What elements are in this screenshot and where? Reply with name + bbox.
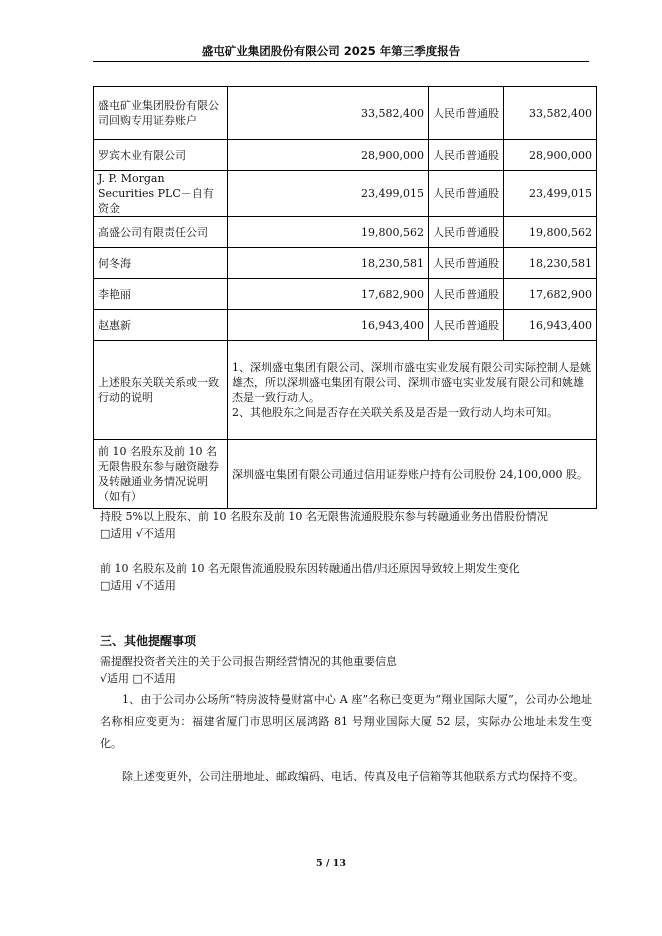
- table-row: [94, 341, 597, 440]
- relation-line-2: 2、其他股东之间是否存在关联关系及是否是一致行动人均未可知。: [232, 406, 558, 419]
- lending-options: □适用 √不适用: [100, 527, 176, 540]
- class-shares: 28,900,000: [504, 140, 597, 171]
- table-row: [94, 140, 597, 171]
- class-shares: 16,943,400: [504, 310, 597, 341]
- holder-shares: 19,800,562: [228, 217, 429, 248]
- class-shares: 19,800,562: [504, 217, 597, 248]
- change-options: □适用 √不适用: [100, 579, 176, 592]
- share-class: 人民币普通股: [429, 171, 504, 217]
- holder-shares: 17,682,900: [228, 279, 429, 310]
- relation-label: 上述股东关联关系或一致行动的说明: [94, 341, 228, 440]
- page-number: 5 / 13: [316, 858, 346, 869]
- table-row: [94, 310, 597, 341]
- holder-name: 赵惠新: [94, 310, 228, 341]
- class-shares: 33,582,400: [504, 87, 597, 140]
- shareholder-table: [93, 86, 597, 509]
- class-shares: 17,682,900: [504, 279, 597, 310]
- share-class: 人民币普通股: [429, 140, 504, 171]
- table-row: [94, 217, 597, 248]
- table-row: [94, 87, 597, 140]
- holder-name: 罗宾木业有限公司: [94, 140, 228, 171]
- table-row: [94, 171, 597, 217]
- share-class: 人民币普通股: [429, 248, 504, 279]
- holder-shares: 28,900,000: [228, 140, 429, 171]
- holder-name: 高盛公司有限责任公司: [94, 217, 228, 248]
- section-options: √适用 □不适用: [100, 672, 176, 685]
- header-divider: [93, 61, 589, 62]
- holder-shares: 33,582,400: [228, 87, 429, 140]
- lending-title: 持股 5%以上股东、前 10 名股东及前 10 名无限售流通股股东参与转融通业务出借股份情况: [100, 510, 548, 523]
- table-row: [94, 279, 597, 310]
- relation-description: [228, 341, 597, 440]
- class-shares: 18,230,581: [504, 248, 597, 279]
- share-class: 人民币普通股: [429, 217, 504, 248]
- class-shares: 23,499,015: [504, 171, 597, 217]
- holder-name: J. P. Morgan Securities PLC－自有资金: [94, 171, 228, 217]
- margin-label: 前 10 名股东及前 10 名无限售股东参与融资融券及转融通业务情况说明（如有）: [94, 440, 228, 509]
- holder-name: 盛屯矿业集团股份有限公司回购专用证券账户: [94, 87, 228, 140]
- holder-name: 何冬海: [94, 248, 228, 279]
- share-class: 人民币普通股: [429, 310, 504, 341]
- notice-paragraph-1: 1、由于公司办公场所“特房波特曼财富中心 A 座”名称已变更为“翔业国际大厦”，公司办公地址名称相应变更为：福建省厦门市思明区展鸿路 81 号翔业国际大厦 52 层，实际办公地址未发生变化。: [100, 693, 592, 750]
- section-intro: 需提醒投资者关注的关于公司报告期经营情况的其他重要信息: [100, 655, 397, 668]
- share-class: 人民币普通股: [429, 279, 504, 310]
- notice-paragraph-2: 除上述变更外，公司注册地址、邮政编码、电话、传真及电子信箱等其他联系方式均保持不变。: [122, 770, 584, 783]
- table-row: [94, 248, 597, 279]
- section-title: 三、其他提醒事项: [100, 634, 197, 648]
- report-header-title: 盛屯矿业集团股份有限公司 2025 年第三季度报告: [201, 44, 461, 58]
- holder-shares: 18,230,581: [228, 248, 429, 279]
- change-title: 前 10 名股东及前 10 名无限售流通股股东因转融通出借/归还原因导致较上期发生变化: [100, 562, 520, 575]
- relation-line-1: 1、深圳盛屯集团有限公司、深圳市盛屯实业发展有限公司实际控制人是姚雄杰，所以深圳盛屯集团有限公司、深圳市盛屯实业发展有限公司和姚雄杰是一致行动人。: [232, 361, 591, 404]
- holder-name: 李艳丽: [94, 279, 228, 310]
- table-row: [94, 440, 597, 509]
- share-class: 人民币普通股: [429, 87, 504, 140]
- holder-shares: 23,499,015: [228, 171, 429, 217]
- margin-description: 深圳盛屯集团有限公司通过信用证券账户持有公司股份 24,100,000 股。: [228, 440, 597, 509]
- holder-shares: 16,943,400: [228, 310, 429, 341]
